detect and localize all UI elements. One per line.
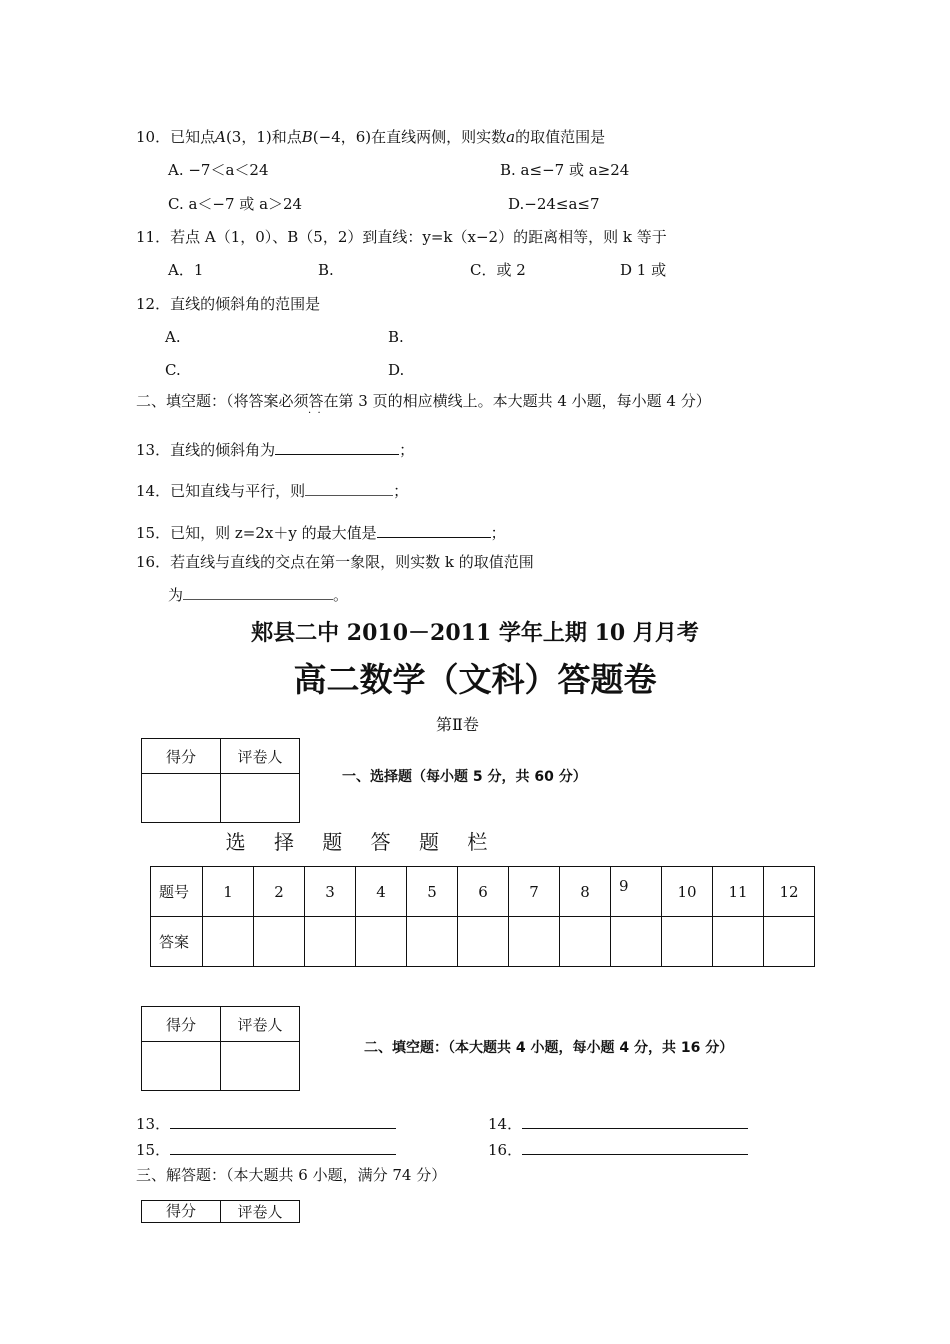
grader-cell[interactable]	[221, 1042, 300, 1091]
score-cell[interactable]	[142, 774, 221, 823]
q11-option-c: C．或 2	[470, 261, 526, 279]
blank-16-line[interactable]	[522, 1140, 748, 1155]
blank-16: 16．	[488, 1140, 748, 1160]
answer-cell[interactable]	[509, 917, 560, 967]
row-label-number: 题号	[151, 867, 203, 917]
answer-cell[interactable]	[560, 917, 611, 967]
q11-option-b: B.	[318, 261, 334, 279]
q12-option-a: A.	[165, 328, 181, 346]
answer-cell[interactable]	[662, 917, 713, 967]
q10-option-d: D.−24≤a≤7	[508, 195, 600, 213]
q-number: 6	[458, 867, 509, 917]
q12-option-d: D.	[388, 361, 405, 379]
blank-15: 15．	[136, 1140, 396, 1160]
q15: 15．已知，则 z=2x＋y 的最大值是 ；	[136, 524, 506, 542]
answer-cell[interactable]	[407, 917, 458, 967]
q10-option-b: B. a≤−7 或 a≥24	[500, 161, 630, 179]
q-number: 1	[203, 867, 254, 917]
q-number: 11	[713, 867, 764, 917]
q13: 13．直线的倾斜角为 ；	[136, 441, 415, 459]
score-header: 得分	[142, 1007, 221, 1042]
score-box-2	[141, 1006, 300, 1091]
q16-line2: 为 。	[168, 586, 349, 604]
volume-label: 第Ⅱ卷	[436, 715, 479, 734]
answer-cell[interactable]	[254, 917, 305, 967]
score-cell[interactable]	[142, 1042, 221, 1091]
part2-heading: 二、填空题：（将答案必须答在第 3 页的相应横线上。本大题共 4 小题，每小题 4 分）	[136, 392, 711, 410]
q-number: 9	[611, 867, 662, 917]
q12-option-b: B.	[388, 328, 404, 346]
row-label-answer: 答案	[151, 917, 203, 967]
q-number: 3	[305, 867, 356, 917]
answer-cell[interactable]	[305, 917, 356, 967]
answer-cell[interactable]	[764, 917, 815, 967]
answer-cell[interactable]	[713, 917, 764, 967]
score-box-1	[141, 738, 300, 823]
choice-answer-table	[150, 866, 815, 967]
q11-option-a: A．1	[168, 261, 204, 279]
q10-option-c: C. a＜−7 或 a＞24	[168, 195, 303, 213]
q11-stem: 11．若点 A（1，0）、B（5，2）到直线：y=k（x−2）的距离相等，则 k 等于	[136, 228, 667, 246]
q16-line1: 16．若直线与直线的交点在第一象限，则实数 k 的取值范围	[136, 553, 534, 571]
answer-cell[interactable]	[356, 917, 407, 967]
q-number: 2	[254, 867, 305, 917]
blank-15-line[interactable]	[170, 1140, 396, 1155]
blank-13: 13．	[136, 1114, 396, 1134]
q-number: 8	[560, 867, 611, 917]
answer-sheet-title: 高二数学（文科）答题卷	[293, 660, 657, 699]
answer-cell[interactable]	[458, 917, 509, 967]
emphasis-dots: · ·	[308, 408, 321, 419]
q-number: 10	[662, 867, 713, 917]
choice-table-title: 选 择 题 答 题 栏	[225, 830, 499, 854]
score-header: 得分	[142, 1201, 221, 1223]
blank-14-line[interactable]	[522, 1114, 748, 1129]
q-number: 4	[356, 867, 407, 917]
q12-stem: 12．直线的倾斜角的范围是	[136, 295, 321, 313]
q-number: 12	[764, 867, 815, 917]
grader-header: 评卷人	[221, 1201, 300, 1223]
q10-stem: 10．已知点A(3，1)和点B(−4，6)在直线两侧，则实数a的取值范围是	[136, 128, 606, 146]
q-number: 5	[407, 867, 458, 917]
q-number: 7	[509, 867, 560, 917]
section2-heading: 二、填空题：（本大题共 4 小题，每小题 4 分，共 16 分）	[364, 1040, 734, 1056]
q14: 14．已知直线与平行，则 ；	[136, 482, 409, 500]
answer-cell[interactable]	[203, 917, 254, 967]
school-title: 郏县二中 2010－2011 学年上期 10 月月考	[251, 620, 699, 646]
grader-cell[interactable]	[221, 774, 300, 823]
q11-option-d: D 1 或	[620, 261, 667, 279]
blank-14: 14．	[488, 1114, 748, 1134]
answer-cell[interactable]	[611, 917, 662, 967]
score-header: 得分	[142, 739, 221, 774]
blank-13-line[interactable]	[170, 1114, 396, 1129]
section3-heading: 三、解答题：（本大题共 6 小题，满分 74 分）	[136, 1166, 447, 1184]
q12-option-c: C.	[165, 361, 181, 379]
score-box-3	[141, 1200, 300, 1223]
grader-header: 评卷人	[221, 1007, 300, 1042]
grader-header: 评卷人	[221, 739, 300, 774]
section1-heading: 一、选择题（每小题 5 分，共 60 分）	[342, 769, 587, 785]
q10-option-a: A. −7＜a＜24	[168, 161, 269, 179]
